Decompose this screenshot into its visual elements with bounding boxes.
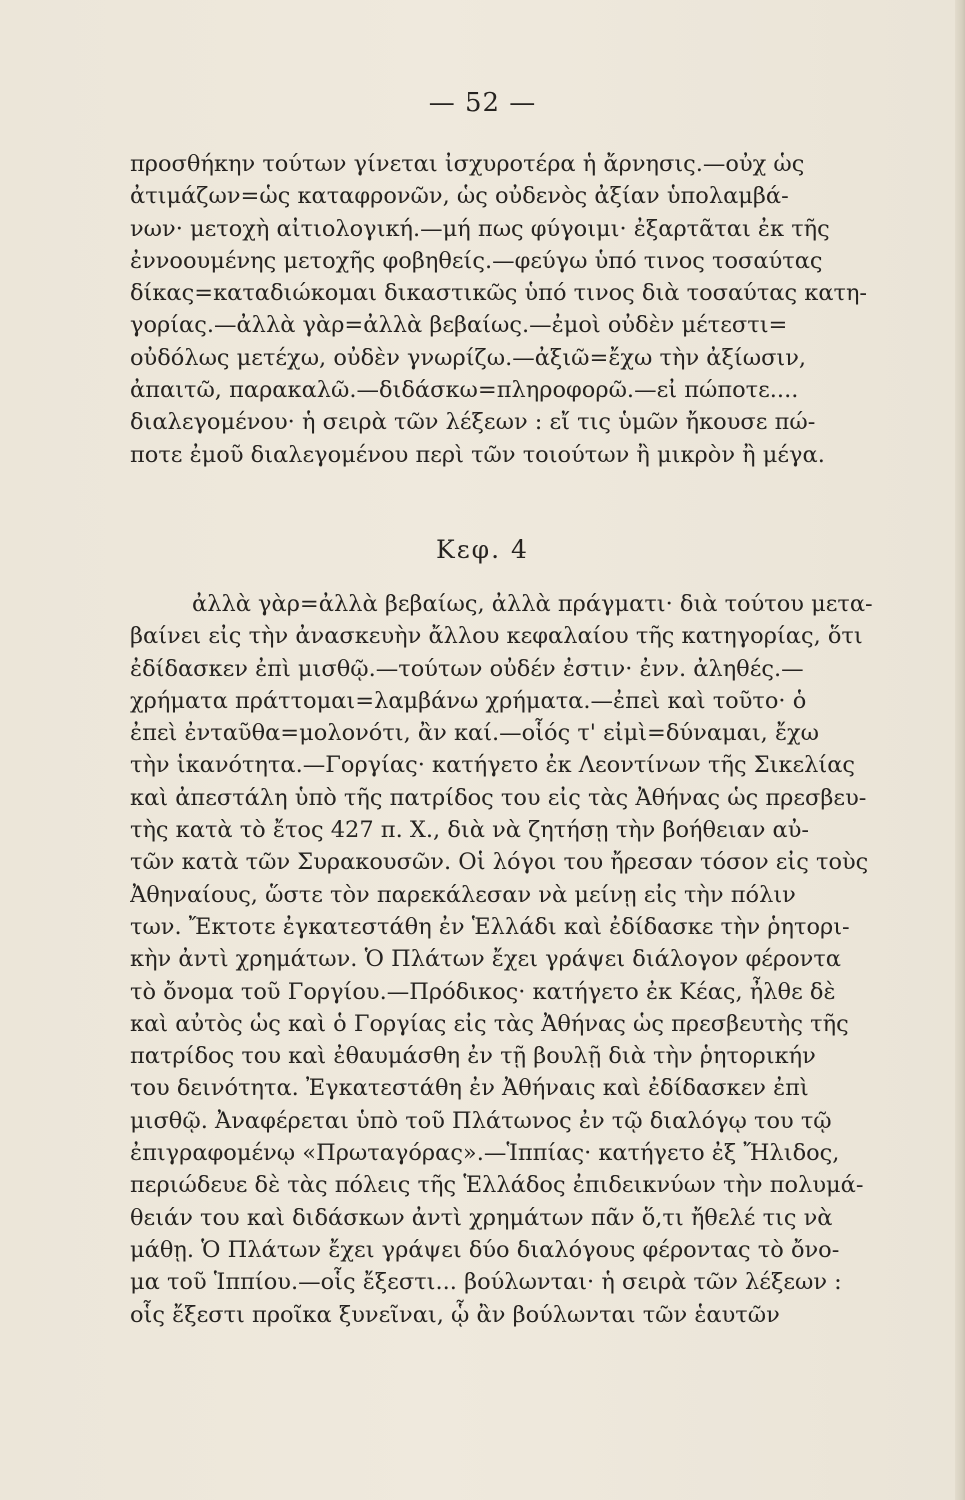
text-line: τῶν κατὰ τῶν Συρακουσῶν. Οἱ λόγοι του ἤρεσαν τόσον εἰς τοὺς [130,849,869,876]
text-line: θειάν του καὶ διδάσκων ἀντὶ χρημάτων πᾶν ὅ,τι ἤθελέ τις νὰ [130,1204,833,1231]
text-line: οἷς ἔξεστι προῖκα ξυνεῖναι, ᾧ ἂν βούλωνται τῶν ἑαυτῶν [130,1301,780,1328]
text-line: κὴν ἀντὶ χρημάτων. Ὁ Πλάτων ἔχει γράψει διάλογον φέροντα [130,946,841,973]
text-line: τὴς κατὰ τὸ ἔτος 427 π. Χ., διὰ νὰ ζητήσῃ τὴν βοήθειαν αὐ- [130,817,810,844]
text-line: μάθῃ. Ὁ Πλάτων ἔχει γράψει δύο διαλόγους φέροντας τὸ ὄνο- [130,1236,840,1263]
text-line: δίκας=καταδιώκομαι δικαστικῶς ὑπό τινος διὰ τοσαύτας κατη- [130,280,868,307]
text-line: ἀτιμάζων=ὡς καταφρονῶν, ὡς οὐδενὸς ἀξίαν ὑπολαμβά- [130,183,789,210]
text-line: μισθῷ. Ἀναφέρεται ὑπὸ τοῦ Πλάτωνος ἐν τῷ διαλόγῳ του τῷ [130,1107,832,1134]
text-line: τὴν ἱκανότητα.—Γοργίας· κατήγετο ἐκ Λεοντίνων τῆς Σικελίας [130,752,856,779]
page-edge [955,0,965,1500]
text-line: ἐπεὶ ἐνταῦθα=μολονότι, ἂν καί.—οἷός τ' εἰμὶ=δύναμαι, ἔχω [130,720,820,747]
page-number: — 52 — [428,88,537,118]
text-line: γορίας.—ἀλλὰ γὰρ=ἀλλὰ βεβαίως.—ἐμοὶ οὐδὲν μέτεστι= [130,312,788,339]
text-line: χρήματα πράττομαι=λαμβάνω χρήματα.—ἐπεὶ καὶ τοῦτο· ὁ [130,687,807,714]
text-line: ποτε ἐμοῦ διαλεγομένου περὶ τῶν τοιούτων ἢ μικρὸν ἢ μέγα. [130,441,825,468]
paragraph-2 [130,588,910,1331]
text-line: ἐννοουμένης μετοχῆς φοβηθείς.—φεύγω ὑπό τινος τοσαύτας [130,247,823,274]
text-line: νων· μετοχὴ αἰτιολογική.—μή πως φύγοιμι· ἐξαρτᾶται ἐκ τῆς [130,215,830,242]
text-line: περιώδευε δὲ τὰς πόλεις τῆς Ἑλλάδος ἐπιδεικνύων τὴν πολυμά- [130,1172,864,1199]
text-line: διαλεγομένου· ἡ σειρὰ τῶν λέξεων : εἴ τις ὑμῶν ἤκουσε πώ- [130,409,816,436]
text-line: ἀλλὰ γὰρ=ἀλλὰ βεβαίως, ἀλλὰ πράγματι· διὰ τούτου μετα- [192,591,873,617]
chapter-heading: Κεφ. 4 [436,535,529,564]
text-line: ἐδίδασκεν ἐπὶ μισθῷ.—τούτων οὐδέν ἐστιν· ἐνν. ἀληθές.— [130,655,804,682]
text-line: καὶ αὐτὸς ὡς καὶ ὁ Γοργίας εἰς τὰς Ἀθήνας ὡς πρεσβευτὴς τῆς [130,1010,849,1037]
text-line: ἀπαιτῶ, παρακαλῶ.—διδάσκω=πληροφορῶ.—εἰ πώποτε.... [130,377,799,404]
text-line: βαίνει εἰς τὴν ἀνασκευὴν ἄλλου κεφαλαίου τῆς κατηγορίας, ὅτι [130,623,863,650]
text-line: Ἀθηναίους, ὥστε τὸν παρεκάλεσαν νὰ μείνῃ εἰς τὴν πόλιν [130,881,796,908]
text-line: καὶ ἀπεστάλη ὑπὸ τῆς πατρίδος του εἰς τὰς Ἀθήνας ὡς πρεσβευ- [130,784,867,811]
text-line: τὸ ὄνομα τοῦ Γοργίου.—Πρόδικος· κατήγετο ἐκ Κέας, ἦλθε δὲ [130,978,836,1005]
text-line: των. Ἔκτοτε ἐγκατεστάθη ἐν Ἑλλάδι καὶ ἐδίδασκε τὴν ῥητορι- [130,913,850,940]
text-line: οὐδόλως μετέχω, οὐδὲν γνωρίζω.—ἀξιῶ=ἔχω τὴν ἀξίωσιν, [130,344,807,371]
text-line: προσθήκην τούτων γίνεται ἰσχυροτέρα ἡ ἄρνησις.—οὐχ ὡς [130,151,805,177]
text-line: ἐπιγραφομένῳ «Πρωταγόρας».—Ἱππίας· κατήγετο ἐξ Ἤλιδος, [130,1140,840,1167]
paragraph-1 [130,148,910,471]
text-line: πατρίδος του καὶ ἐθαυμάσθη ἐν τῇ βουλῇ διὰ τὴν ῥητορικήν [130,1043,816,1070]
text-line: μα τοῦ Ἱππίου.—οἷς ἔξεστι... βούλωνται· ἡ σειρὰ τῶν λέξεων : [130,1269,842,1296]
text-line: του δεινότητα. Ἐγκατεστάθη ἐν Ἀθήναις καὶ ἐδίδασκεν ἐπὶ [130,1075,809,1102]
